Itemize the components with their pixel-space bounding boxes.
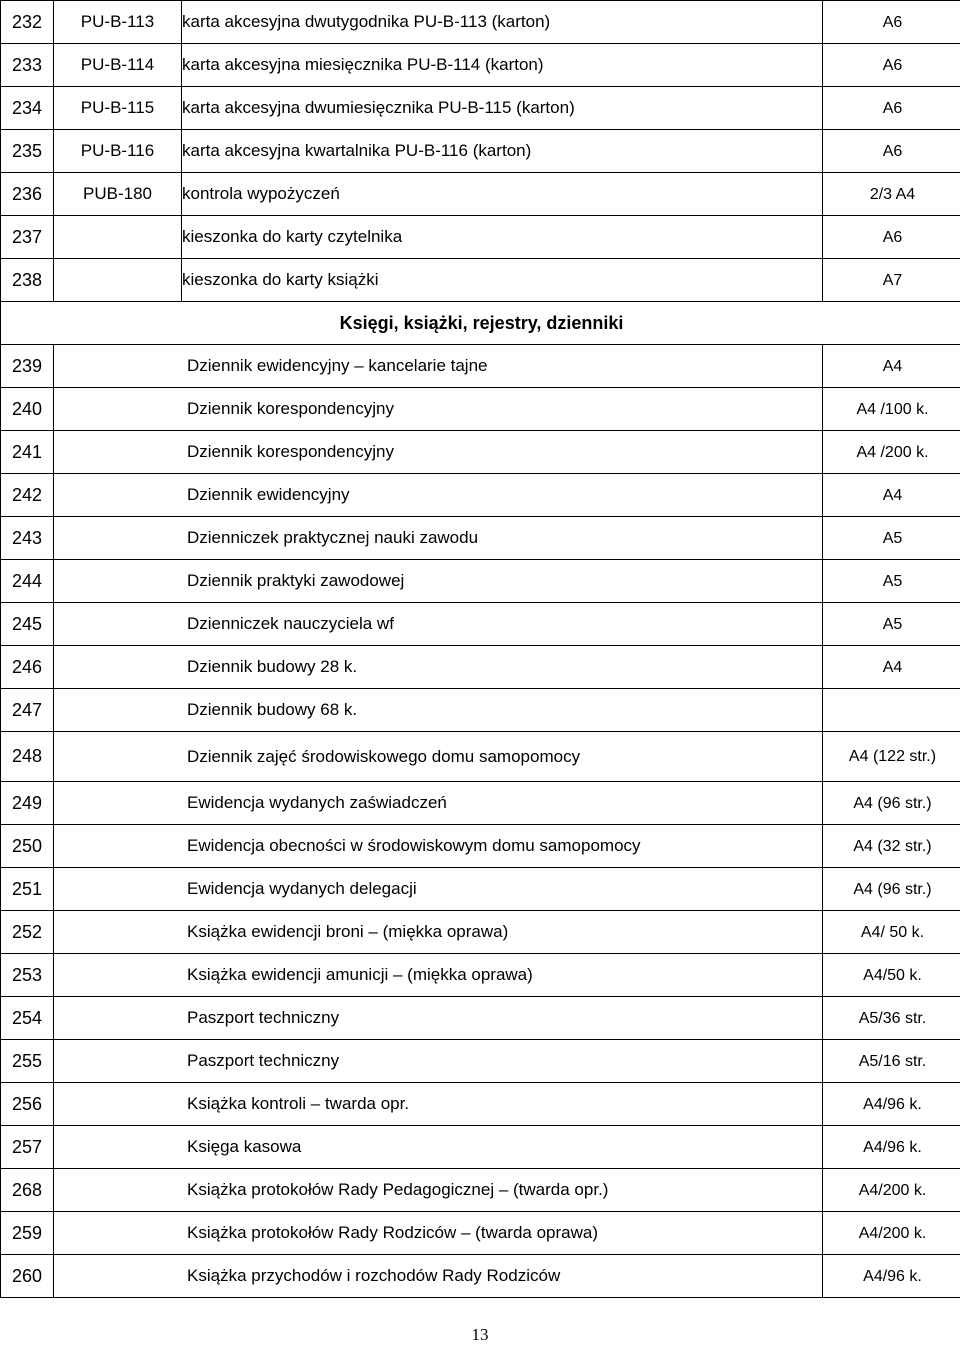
item-name: karta akcesyjna kwartalnika PU-B-116 (karton) (182, 130, 823, 173)
item-format: A4 /200 k. (823, 431, 960, 474)
item-name: karta akcesyjna dwumiesięcznika PU-B-115 (karton) (182, 87, 823, 130)
item-format: A5 (823, 603, 960, 646)
item-name: Księga kasowa (54, 1126, 823, 1169)
table-row (1, 1126, 960, 1169)
table-row (1, 954, 960, 997)
item-format: A6 (823, 44, 960, 87)
item-name: Książka ewidencji amunicji – (miękka oprawa) (54, 954, 823, 997)
row-number: 250 (1, 825, 54, 868)
item-name: Ewidencja wydanych zaświadczeń (54, 782, 823, 825)
row-number: 268 (1, 1169, 54, 1212)
row-number: 238 (1, 259, 54, 302)
table-row (1, 1, 960, 44)
row-number: 235 (1, 130, 54, 173)
table-row (1, 216, 960, 259)
item-format: A4/50 k. (823, 954, 960, 997)
item-format: A6 (823, 1, 960, 44)
item-name: karta akcesyjna dwutygodnika PU-B-113 (karton) (182, 1, 823, 44)
row-number: 249 (1, 782, 54, 825)
row-number: 241 (1, 431, 54, 474)
item-format: A6 (823, 216, 960, 259)
row-number: 236 (1, 173, 54, 216)
row-number: 244 (1, 560, 54, 603)
form-code: PU-B-113 (54, 1, 182, 44)
row-number: 260 (1, 1255, 54, 1298)
row-number: 237 (1, 216, 54, 259)
section-row (1, 302, 960, 345)
row-number: 256 (1, 1083, 54, 1126)
table-row (1, 1255, 960, 1298)
item-format: A5 (823, 560, 960, 603)
row-number: 232 (1, 1, 54, 44)
item-format (823, 689, 960, 732)
item-name: Paszport techniczny (54, 1040, 823, 1083)
item-format: A4 (32 str.) (823, 825, 960, 868)
table-row (1, 689, 960, 732)
item-format: A4/96 k. (823, 1126, 960, 1169)
form-code: PU-B-116 (54, 130, 182, 173)
row-number: 255 (1, 1040, 54, 1083)
table-row (1, 388, 960, 431)
row-number: 251 (1, 868, 54, 911)
item-format: A4 (823, 474, 960, 517)
table-row (1, 1083, 960, 1126)
form-code: PU-B-114 (54, 44, 182, 87)
item-name: Dzienniczek nauczyciela wf (54, 603, 823, 646)
forms-catalog-body (1, 1, 960, 1298)
section-heading: Księgi, książki, rejestry, dzienniki (1, 302, 960, 345)
item-format: A5/16 str. (823, 1040, 960, 1083)
row-number: 246 (1, 646, 54, 689)
item-name: Książka protokołów Rady Pedagogicznej – (twarda opr.) (54, 1169, 823, 1212)
item-name: Dziennik korespondencyjny (54, 431, 823, 474)
item-format: 2/3 A4 (823, 173, 960, 216)
table-row (1, 1169, 960, 1212)
table-row (1, 782, 960, 825)
item-format: A4/ 50 k. (823, 911, 960, 954)
table-row (1, 259, 960, 302)
item-name: Dziennik budowy 28 k. (54, 646, 823, 689)
form-code (54, 259, 182, 302)
table-row (1, 345, 960, 388)
row-number: 252 (1, 911, 54, 954)
table-row (1, 87, 960, 130)
table-row (1, 173, 960, 216)
item-name: karta akcesyjna miesięcznika PU-B-114 (karton) (182, 44, 823, 87)
item-name: Ewidencja obecności w środowiskowym domu samopomocy (54, 825, 823, 868)
table-row (1, 130, 960, 173)
item-name: kieszonka do karty czytelnika (182, 216, 823, 259)
table-row (1, 44, 960, 87)
row-number: 259 (1, 1212, 54, 1255)
table-row (1, 732, 960, 782)
item-format: A4/200 k. (823, 1212, 960, 1255)
row-number: 233 (1, 44, 54, 87)
item-format: A4 (823, 646, 960, 689)
form-code: PUB-180 (54, 173, 182, 216)
item-format: A5 (823, 517, 960, 560)
item-name: Książka przychodów i rozchodów Rady Rodziców (54, 1255, 823, 1298)
item-name: kieszonka do karty książki (182, 259, 823, 302)
row-number: 243 (1, 517, 54, 560)
item-format: A4/96 k. (823, 1083, 960, 1126)
page-number: 13 (471, 1325, 489, 1344)
item-name: Dziennik ewidencyjny (54, 474, 823, 517)
item-name: Dziennik budowy 68 k. (54, 689, 823, 732)
item-name: kontrola wypożyczeń (182, 173, 823, 216)
item-name: Dziennik korespondencyjny (54, 388, 823, 431)
row-number: 257 (1, 1126, 54, 1169)
table-row (1, 1212, 960, 1255)
table-row (1, 560, 960, 603)
item-format: A4/96 k. (823, 1255, 960, 1298)
row-number: 240 (1, 388, 54, 431)
item-name: Dziennik praktyki zawodowej (54, 560, 823, 603)
table-row (1, 1040, 960, 1083)
item-name: Dzienniczek praktycznej nauki zawodu (54, 517, 823, 560)
item-format: A6 (823, 87, 960, 130)
form-code: PU-B-115 (54, 87, 182, 130)
table-row (1, 517, 960, 560)
table-row (1, 603, 960, 646)
item-format: A4 (96 str.) (823, 782, 960, 825)
row-number: 242 (1, 474, 54, 517)
row-number: 254 (1, 997, 54, 1040)
item-name: Książka protokołów Rady Rodziców – (twarda oprawa) (54, 1212, 823, 1255)
table-row (1, 431, 960, 474)
item-format: A4 /100 k. (823, 388, 960, 431)
item-format: A4 (96 str.) (823, 868, 960, 911)
table-row (1, 646, 960, 689)
item-name: Dziennik zajęć środowiskowego domu samopomocy (54, 732, 823, 782)
item-format: A4 (823, 345, 960, 388)
item-format: A6 (823, 130, 960, 173)
item-format: A4/200 k. (823, 1169, 960, 1212)
table-row (1, 474, 960, 517)
item-format: A7 (823, 259, 960, 302)
row-number: 248 (1, 732, 54, 782)
row-number: 234 (1, 87, 54, 130)
table-row (1, 997, 960, 1040)
item-name: Książka ewidencji broni – (miękka oprawa) (54, 911, 823, 954)
item-name: Dziennik ewidencyjny – kancelarie tajne (54, 345, 823, 388)
item-format: A5/36 str. (823, 997, 960, 1040)
item-name: Ewidencja wydanych delegacji (54, 868, 823, 911)
row-number: 253 (1, 954, 54, 997)
table-row (1, 911, 960, 954)
item-format: A4 (122 str.) (823, 732, 960, 782)
item-name: Książka kontroli – twarda opr. (54, 1083, 823, 1126)
row-number: 247 (1, 689, 54, 732)
row-number: 245 (1, 603, 54, 646)
row-number: 239 (1, 345, 54, 388)
item-name: Paszport techniczny (54, 997, 823, 1040)
table-row (1, 825, 960, 868)
form-code (54, 216, 182, 259)
table-row (1, 868, 960, 911)
